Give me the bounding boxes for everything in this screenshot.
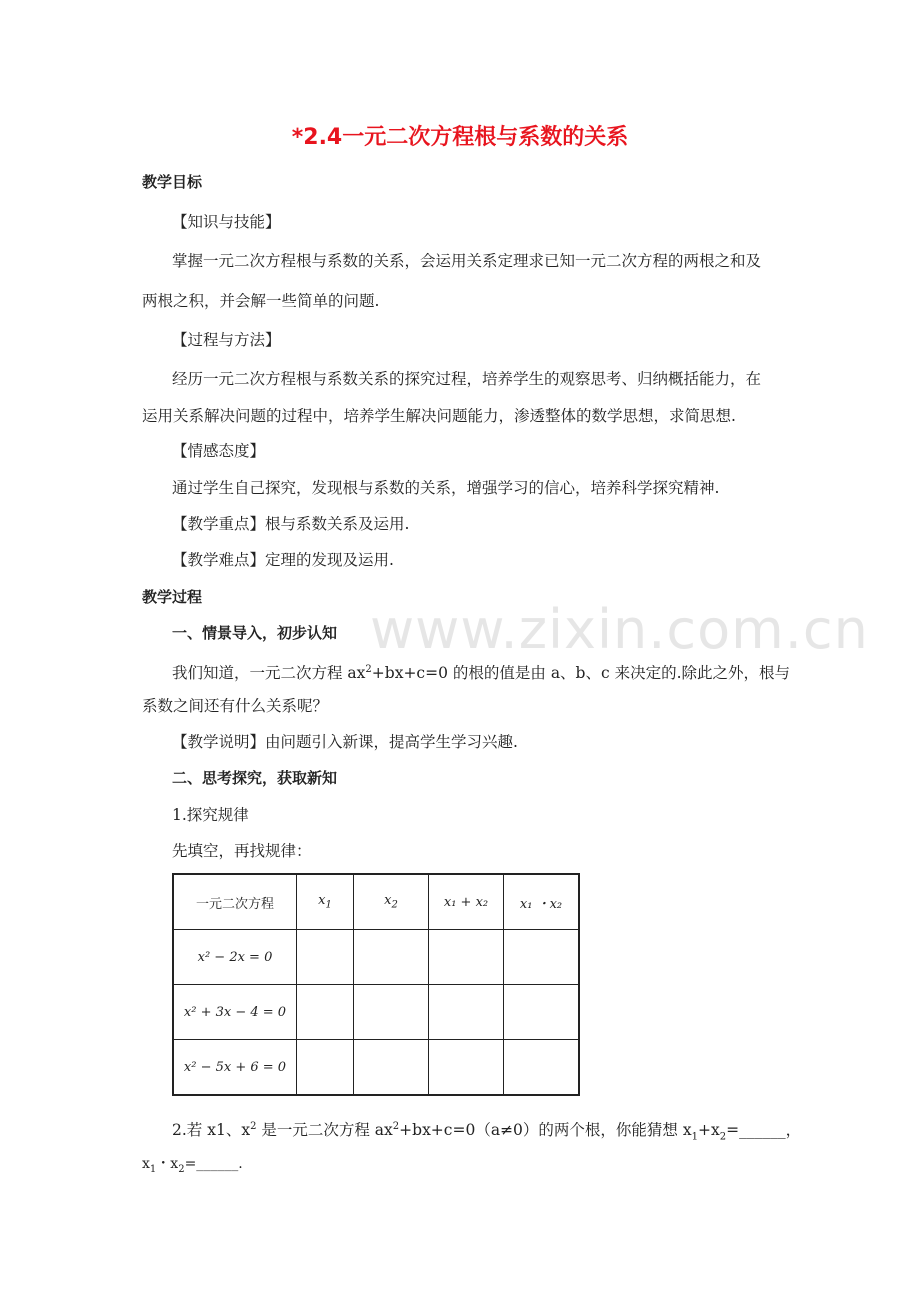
watermark: www.zixin.com.cn bbox=[370, 598, 869, 661]
equation-cell: x² − 5x + 6 = 0 bbox=[173, 1040, 297, 1096]
header-x1: $x_1$ bbox=[297, 874, 354, 930]
header-x2: $x_2$ bbox=[354, 874, 429, 930]
knowledge-line-2: 两根之积，并会解一些简单的问题. bbox=[142, 292, 380, 310]
question-2-continued: $x_1$・$x_2=\_\_\_\_\_\_$. bbox=[142, 1156, 243, 1175]
answer-cell[interactable] bbox=[354, 930, 429, 985]
item-1: 1.探究规律 bbox=[172, 806, 249, 824]
answer-cell[interactable] bbox=[429, 985, 504, 1040]
process-line-1: 经历一元二次方程根与系数关系的探究过程，培养学生的观察思考、归纳概括能力，在 bbox=[172, 370, 762, 388]
procedure-heading: 教学过程 bbox=[142, 588, 203, 606]
answer-cell[interactable] bbox=[504, 1040, 580, 1096]
process-line-2: 运用关系解决问题的过程中，培养学生解决问题能力，渗透整体的数学思想，求简思想. bbox=[142, 407, 736, 425]
answer-cell[interactable] bbox=[354, 1040, 429, 1096]
answer-cell[interactable] bbox=[504, 985, 580, 1040]
answer-cell[interactable] bbox=[297, 1040, 354, 1096]
document-title: *2.4一元二次方程根与系数的关系 bbox=[291, 125, 629, 150]
answer-cell[interactable] bbox=[429, 930, 504, 985]
goals-heading: 教学目标 bbox=[142, 173, 203, 191]
header-product: x₁ ・x₂ bbox=[504, 874, 580, 930]
header-equation: 一元二次方程 bbox=[173, 874, 297, 930]
step2-heading: 二、思考探究，获取新知 bbox=[172, 769, 338, 787]
key-point: 【教学重点】根与系数关系及运用. bbox=[172, 515, 410, 533]
item-1-hint: 先填空，再找规律： bbox=[172, 842, 312, 860]
equation-cell: x² − 2x = 0 bbox=[173, 930, 297, 985]
step1-line-2: 系数之间还有什么关系呢？ bbox=[142, 697, 329, 715]
table-row bbox=[173, 1040, 579, 1096]
emotion-line-1: 通过学生自己探究，发现根与系数的关系，增强学习的信心，培养科学探究精神. bbox=[172, 479, 720, 497]
process-label: 【过程与方法】 bbox=[172, 331, 281, 349]
answer-cell[interactable] bbox=[504, 930, 580, 985]
roots-table bbox=[172, 873, 580, 1096]
equation-cell: x² + 3x − 4 = 0 bbox=[173, 985, 297, 1040]
answer-cell[interactable] bbox=[297, 930, 354, 985]
knowledge-label: 【知识与技能】 bbox=[172, 213, 281, 231]
answer-cell[interactable] bbox=[297, 985, 354, 1040]
answer-cell[interactable] bbox=[429, 1040, 504, 1096]
answer-cell[interactable] bbox=[354, 985, 429, 1040]
knowledge-line-1: 掌握一元二次方程根与系数的关系，会运用关系定理求已知一元二次方程的两根之和及 bbox=[172, 252, 762, 270]
step1-line-1: 我们知道，一元二次方程 $ax^2+bx+c=0$ 的根的值是由 a、b、c 来决定的.除此之外，根与 bbox=[172, 664, 791, 683]
question-2: 2.若 x1、$x^2$ 是一元二次方程 $ax^2+bx+c=0(a\ne 0)$的两个根，你能猜想 $x_1+x_2=\_\_\_\_\_\_$， bbox=[172, 1121, 802, 1143]
teaching-note: 【教学说明】由问题引入新课，提高学生学习兴趣. bbox=[172, 733, 518, 751]
header-sum: x₁ + x₂ bbox=[429, 874, 504, 930]
table-header-row bbox=[173, 874, 579, 930]
step1-heading: 一、情景导入，初步认知 bbox=[172, 624, 338, 642]
table-row bbox=[173, 930, 579, 985]
table-row bbox=[173, 985, 579, 1040]
difficult-point: 【教学难点】定理的发现及运用. bbox=[172, 551, 394, 569]
emotion-label: 【情感态度】 bbox=[172, 442, 266, 460]
